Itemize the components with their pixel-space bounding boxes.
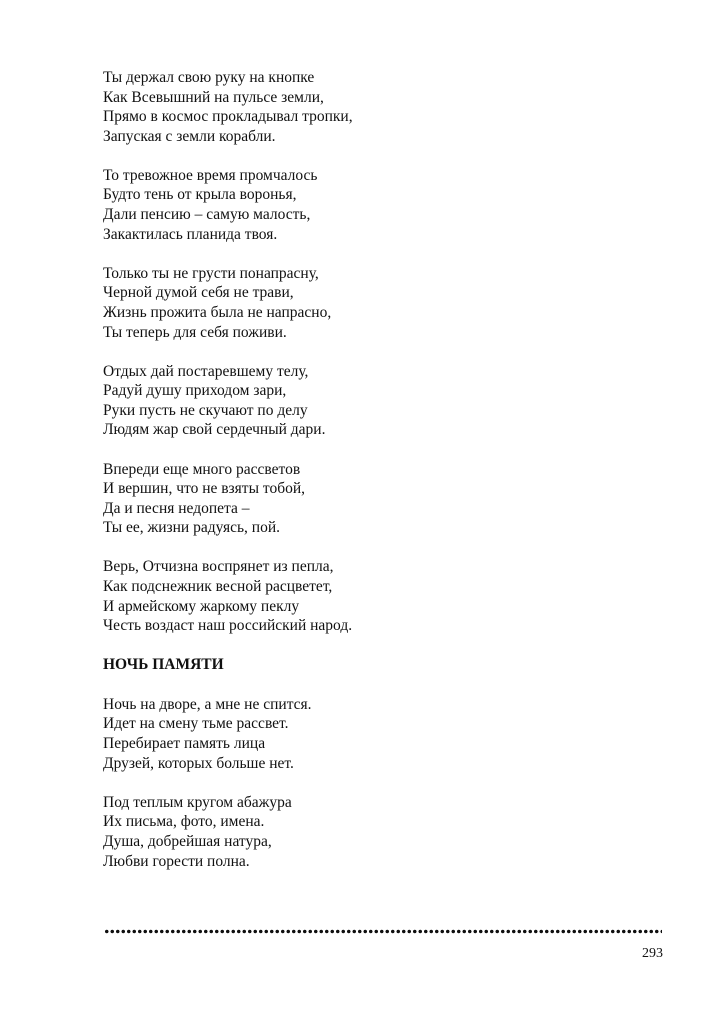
poem-line: Будто тень от крыла воронья, bbox=[103, 186, 297, 204]
stanza bbox=[103, 460, 663, 538]
page-number: 293 bbox=[642, 946, 663, 961]
poem-line: Дали пенсию – самую малость, bbox=[103, 206, 311, 224]
dotted-divider bbox=[104, 929, 662, 934]
poem-line: Черной думой себя не трави, bbox=[103, 284, 294, 302]
poem-line: Да и песня недопета – bbox=[103, 499, 250, 517]
poem-line: Ты теперь для себя поживи. bbox=[103, 323, 287, 341]
poem-line: Запуская с земли корабли. bbox=[103, 127, 276, 145]
poem-line: Руки пусть не скучают по делу bbox=[103, 401, 308, 419]
poem-line: Под теплым кругом абажура bbox=[103, 793, 292, 811]
stanza bbox=[103, 68, 663, 146]
poem-line: Ночь на дворе, а мне не спится. bbox=[103, 695, 312, 713]
poem-line: Верь, Отчизна воспрянет из пепла, bbox=[103, 558, 334, 576]
poem-line: Перебирает память лица bbox=[103, 735, 266, 753]
stanza bbox=[103, 557, 663, 635]
poem-line: И вершин, что не взяты тобой, bbox=[103, 480, 305, 498]
poem-line: Как подснежник весной расцветет, bbox=[103, 577, 333, 595]
poem-line: Впереди еще много рассветов bbox=[103, 460, 301, 478]
stanza bbox=[103, 264, 663, 342]
poem-line: Любви горести полна. bbox=[103, 852, 250, 870]
stanza bbox=[103, 362, 663, 440]
poem-line: Их письма, фото, имена. bbox=[103, 813, 265, 831]
poem-title: НОЧЬ ПАМЯТИ bbox=[103, 656, 224, 674]
poem-line: Прямо в космос прокладывал тропки, bbox=[103, 108, 353, 126]
poem-line: Честь воздаст наш российский народ. bbox=[103, 617, 353, 635]
poem-line: И армейскому жаркому пеклу bbox=[103, 597, 300, 615]
poem-line: Жизнь прожита была не напрасно, bbox=[103, 303, 332, 321]
poem-line: То тревожное время промчалось bbox=[103, 166, 318, 184]
poem-line: Идет на смену тьме рассвет. bbox=[103, 715, 289, 733]
page-content bbox=[103, 68, 663, 891]
poem-line: Только ты не грусти понапрасну, bbox=[103, 264, 319, 282]
poem-line: Друзей, которых больше нет. bbox=[103, 754, 294, 772]
poem-line: Душа, добрейшая натура, bbox=[103, 832, 272, 850]
poem-line: Закактилась планида твоя. bbox=[103, 225, 278, 243]
poem-line: Отдых дай постаревшему телу, bbox=[103, 362, 309, 380]
stanza bbox=[103, 793, 663, 871]
stanza bbox=[103, 695, 663, 773]
poem-line: Радуй душу приходом зари, bbox=[103, 382, 287, 400]
poem-line: Ты ее, жизни радуясь, пой. bbox=[103, 519, 281, 537]
poem-line: Ты держал свою руку на кнопке bbox=[103, 69, 315, 86]
poem-line: Как Всевышний на пульсе земли, bbox=[103, 88, 324, 106]
poem-line: Людям жар свой сердечный дари. bbox=[103, 421, 326, 439]
stanza bbox=[103, 166, 663, 244]
